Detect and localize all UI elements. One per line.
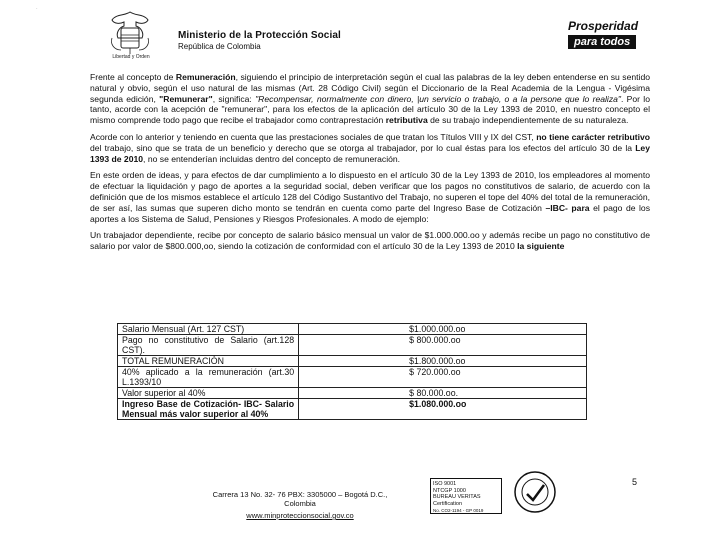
table-cell-concept: TOTAL REMUNERACIÓN: [118, 356, 299, 367]
text-run: del trabajo, sino que se trata de un beneficio y derecho que se otorga al trabajador, por lo cual éstas para los efectos del artículo 30 de la: [90, 142, 636, 153]
bold-text-run: retributiva: [385, 115, 428, 126]
text-run: Un trabajador dependiente, recibe por concepto de salario básico mensual un valor de $1.000.000.oo y además recibe un pago no constitutivo de salario por valor de $800.000,oo, siendo la cotización de conformidad con el artículo 30 de la Ley 1393 de 2010: [90, 230, 650, 252]
table-cell-value: $1.800.000.oo: [299, 356, 587, 367]
paragraph-ejemplo: [90, 230, 650, 252]
paragraph-orden-ideas: [90, 170, 650, 224]
bold-text-run: "Remunerar": [159, 93, 213, 104]
colombia-crest-icon: [104, 8, 156, 60]
iso-line: NTCGP 1000: [433, 487, 466, 494]
table-row: [118, 335, 587, 356]
table-row: [118, 367, 587, 388]
table-cell-concept: 40% aplicado a la remuneración (art.30 L.1393/10: [118, 367, 299, 388]
ministry-subtitle: República de Colombia: [178, 42, 261, 51]
text-run: , siguiendo el principio de interpretación según el cual las palabras de la ley deben entenderse en su sentido natural y obvio, según el uso natural de las mismas (Art. 28 Código Civil) según el Diccionario de la Real Academia de la Lengua - Vigésima segunda edición,: [90, 72, 651, 104]
iso-line: ISO 9001: [433, 481, 457, 487]
footer-website-link[interactable]: www.minproteccionsocial.gov.co: [246, 511, 354, 520]
document-body: [90, 72, 650, 258]
ministry-header: [178, 30, 341, 51]
bold-text-run: Remuneración: [175, 72, 236, 82]
page-number: 5: [632, 477, 638, 487]
text-run: . Por lo tanto, acorde con la acepción de "remunerar", para los efectos de la aplicación del artículo 30 de la Ley 1393 de 2010, en nuestro concepto el mismo comprende todo pago que recibe el trabajador como contraprestación: [90, 93, 650, 126]
text-run: de su trabajo independientemente de su naturaleza.: [427, 115, 629, 126]
brand-bottom-text: para todos: [568, 35, 636, 49]
scan-mark: ·: [36, 6, 38, 12]
table-cell-concept: Salario Mensual (Art. 127 CST): [118, 324, 299, 335]
table-row: [118, 324, 587, 335]
text-run: , no se entenderían incluidas dentro del concepto de remuneración.: [143, 153, 401, 164]
text-run: Acorde con lo anterior y teniendo en cuenta que las prestaciones sociales de que tratan los Títulos VIII y IX del CST,: [90, 131, 537, 142]
table-row: [118, 356, 587, 367]
ministry-name: Ministerio de la Protección Social: [178, 30, 341, 41]
footer-address-text: Carrera 13 No. 32- 76 PBX: 3305000 – Bogotá D.C., Colombia: [212, 490, 388, 508]
iso-code: No. CO2-1194 - GP 0019: [433, 508, 484, 513]
table-row: [118, 399, 587, 420]
table-cell-concept: Pago no constitutivo de Salario (art.128 CST).: [118, 335, 299, 356]
table-cell-concept: Valor superior al 40%: [118, 388, 299, 399]
certification-seal-icon: [513, 470, 557, 514]
brand-logo: [568, 20, 646, 50]
iso-line: Certification: [433, 500, 463, 507]
bold-text-run: Ley 1393 de 2010: [90, 142, 650, 164]
table-cell-value: $ 80.000.oo.: [299, 388, 587, 399]
brand-top-text: Prosperidad: [568, 19, 639, 33]
iso-line: BUREAU VERITAS: [433, 494, 481, 500]
paragraph-prestaciones: [90, 132, 650, 164]
text-run: , significa:: [212, 93, 256, 104]
table-cell-concept: Ingreso Base de Cotización- IBC- Salario Mensual más valor superior al 40%: [118, 399, 299, 420]
table-cell-value: $ 800.000.oo: [299, 335, 587, 356]
cotizacion-table: [117, 323, 587, 420]
bold-text-run: la siguiente: [517, 241, 565, 252]
footer-address: [200, 490, 400, 520]
text-run: En este orden de ideas, y para efectos de dar cumplimiento a lo dispuesto en el artículo 30 de la Ley 1393 de 2010, los empleadores al momento de efectuar la liquidación y pago de aportes a la seguridad social, deben verificar que los pagos no constitutivos de salario, de acuerdo con la definición que de los mismos establece el artículo 128 del Código Sustantivo del Trabajo, no superen el tope del 40% del total de la remuneración, de ser así, las sumas que superen dicho monto se tendrán en cuenta como parte del Ingreso Base de Cotización: [90, 170, 650, 213]
text-run: el pago de los aportes a los Sistema de Salud, Pensiones y Riesgos Profesionales. A modo de ejemplo:: [90, 202, 651, 224]
paragraph-remuneracion: [90, 72, 650, 126]
iso-certification-badge: [430, 478, 502, 514]
table-row: [118, 388, 587, 399]
bold-text-run: no tiene carácter retributivo: [536, 131, 651, 142]
italic-text-run: "Recompensar, normalmente con dinero, |un servicio o trabajo, o a la persone que lo realiza": [255, 93, 621, 104]
table-cell-value: $1.000.000.oo: [299, 324, 587, 335]
table-cell-value: $ 720.000.oo: [299, 367, 587, 388]
table-cell-value: $1.080.000.oo: [299, 399, 587, 420]
text-run: Frente al concepto de: [90, 72, 176, 82]
crest-caption: Libertad y Orden: [112, 54, 150, 60]
bold-text-run: –IBC- para: [545, 202, 590, 213]
